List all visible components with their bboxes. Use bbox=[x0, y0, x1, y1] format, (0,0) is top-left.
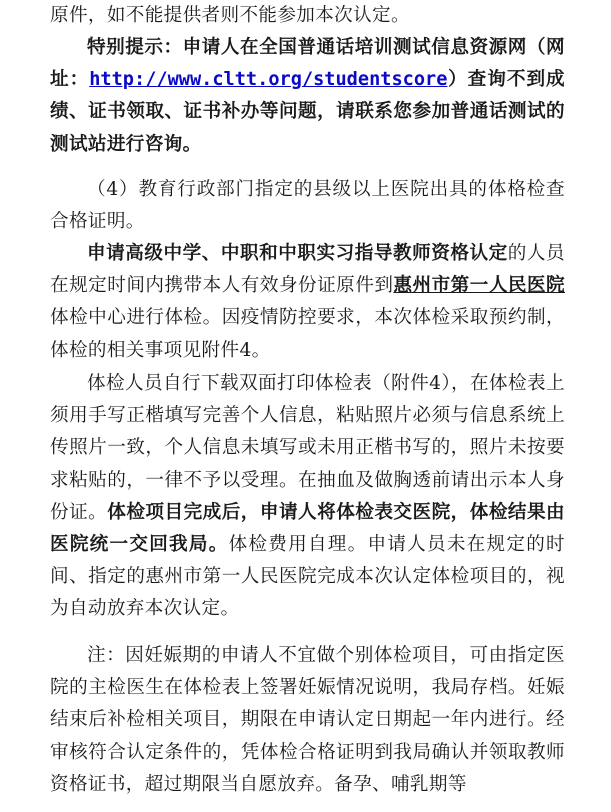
paragraph-text: 注：因妊娠期的申请人不宜做个别体检项目，可由指定医院的主检医生在体检表上签署妊娠情况说明，我局存档。妊娠结束后补检相关项目，期限在申请认定日期起一年内进行。经审核符合认定条件的，凭体检合格证明到我局确认并领取教师资格证书，超过期限当自愿放弃。备孕、哺乳期等 bbox=[50, 645, 565, 795]
paragraph-special-notice bbox=[50, 32, 565, 161]
paragraph-pregnancy-note bbox=[50, 640, 565, 801]
paragraph-text: 的人员在规定时间内携带本人有效身份证原件到 bbox=[50, 243, 565, 297]
bold-exam-submission: 体检项目完成后，申请人将体检表交医院，体检结果由医院统一交回我局。 bbox=[50, 501, 565, 556]
paragraph-text: 体检人员自行下载双面打印体检表（附件4），在体检表上须用手写正楷填写完善个人信息，粘贴照片必须与信息系统上传照片一致，个人信息未填写或未用正楷书写的，照片未按要求粘贴的，一律不予以受理。在抽血及做胸透前请出示本人身份证。 bbox=[50, 373, 565, 523]
score-query-link[interactable]: http://www.cltt.org/studentscore bbox=[89, 69, 448, 91]
paragraph-id-original-note bbox=[50, 0, 565, 32]
bold-applicant-type: 申请高级中学、中职和中职实习指导教师资格认定 bbox=[87, 243, 508, 264]
paragraph-medical-certificate bbox=[50, 174, 565, 238]
notice-lead-text: 特别提示：申请人在全国普通话培训测试信息资源网（网址： bbox=[50, 37, 565, 91]
paragraph-text: 原件，如不能提供者则不能参加本次认定。 bbox=[50, 5, 410, 26]
paragraph-text: 体检费用自理。申请人员未在规定的时间、指定的惠州市第一人民医院完成本次认定体检项目的，视为自动放弃本次认定。 bbox=[50, 534, 565, 620]
notice-tail-text: ）查询不到成绩、证书领取、证书补办等问题，请联系您参加普通话测试的测试站进行咨询。 bbox=[50, 69, 566, 155]
hospital-name: 惠州市第一人民医院 bbox=[393, 275, 565, 297]
paragraph-physical-exam-location bbox=[50, 238, 565, 367]
paragraph-text: （4）教育行政部门指定的县级以上医院出具的体格检查合格证明。 bbox=[50, 179, 565, 233]
paragraph-exam-procedure bbox=[50, 368, 565, 626]
paragraph-text: 体检中心进行体检。因疫情防控要求，本次体检采取预约制，体检的相关事项见附件4。 bbox=[50, 307, 565, 361]
